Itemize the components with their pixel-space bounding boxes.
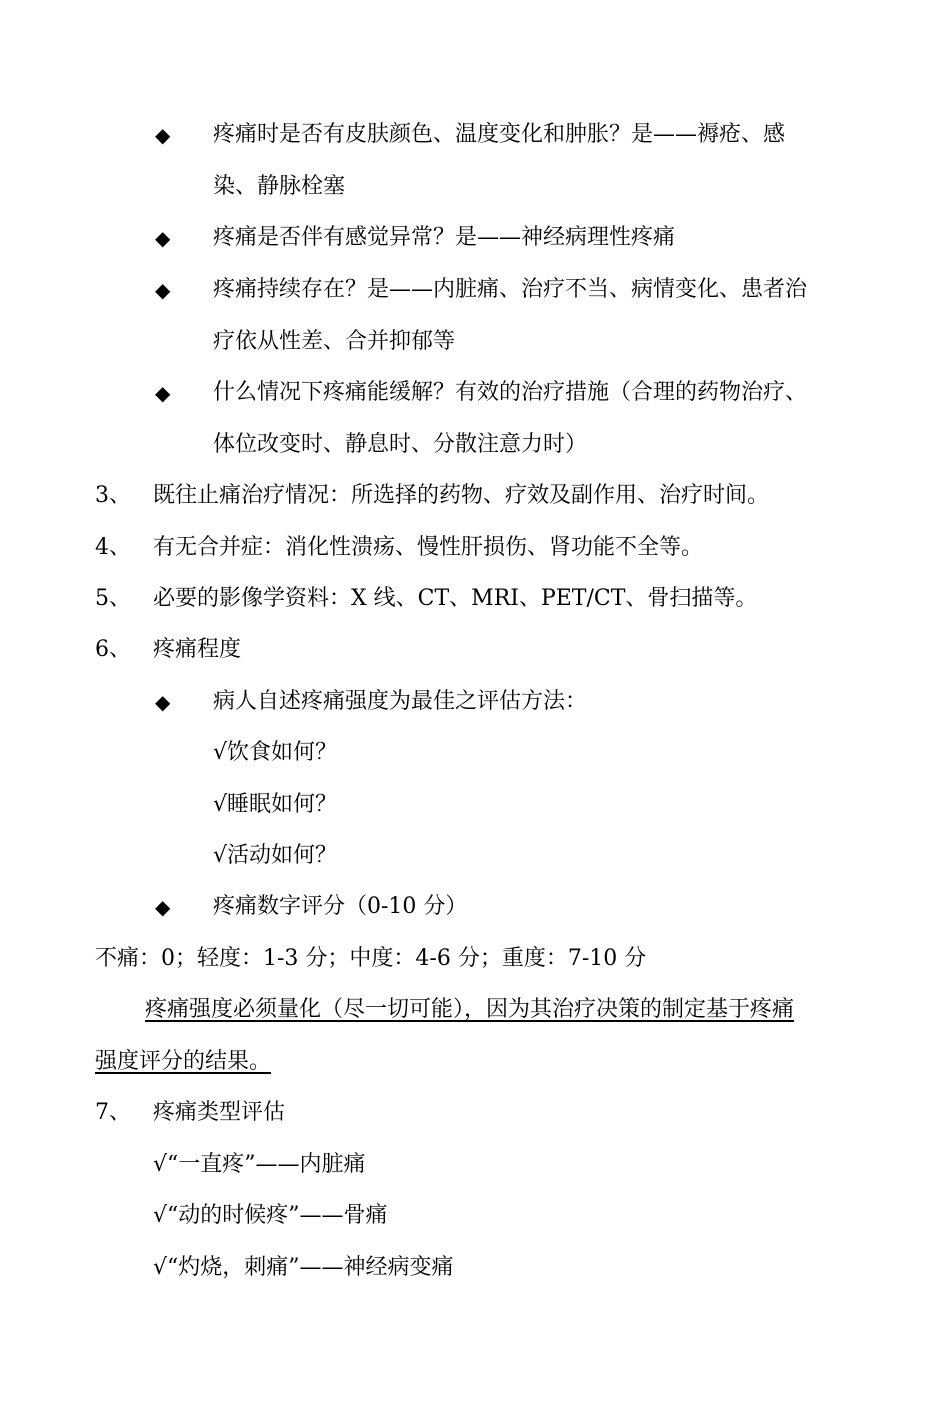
numbered-item-text: 必要的影像学资料：X 线、CT、MRI、PET/CT、骨扫描等。: [153, 586, 758, 611]
diamond-bullet-icon: ◆: [155, 690, 171, 714]
diamond-bullet-icon: ◆: [155, 895, 171, 919]
diamond-bullet-icon: ◆: [155, 123, 171, 147]
underlined-note: 疼痛强度必须量化（尽一切可能），因为其治疗决策的制定基于疼痛: [145, 997, 795, 1022]
pain-type-item: √“动的时候疼”——骨痛: [153, 1203, 388, 1228]
bullet-item-text: 什么情况下疼痛能缓解？有效的治疗措施（合理的药物治疗、: [213, 380, 808, 405]
check-item: √活动如何？: [213, 843, 338, 868]
check-item: √睡眠如何？: [213, 792, 338, 817]
bullet-item-text: 疼痛是否伴有感觉异常？是——神经病理性疼痛: [213, 225, 676, 250]
diamond-bullet-icon: ◆: [155, 381, 171, 405]
pain-scale-text: 不痛：0；轻度：1-3 分；中度：4-6 分；重度：7-10 分: [95, 946, 647, 971]
pain-type-item: √“灼烧，刺痛”——神经病变痛: [153, 1255, 454, 1280]
list-number: 6、: [95, 637, 131, 662]
list-number: 3、: [95, 483, 131, 508]
bullet-item-text-cont: 体位改变时、静息时、分散注意力时）: [213, 432, 588, 457]
pain-type-item: √“一直疼”——内脏痛: [153, 1152, 366, 1177]
bullet-item-text: 疼痛时是否有皮肤颜色、温度变化和肿胀？是——褥疮、感: [213, 122, 786, 147]
diamond-bullet-icon: ◆: [155, 278, 171, 302]
section-heading-pain-type: 疼痛类型评估: [153, 1100, 286, 1125]
bullet-item-text-cont: 染、静脉栓塞: [213, 174, 346, 199]
bullet-item-text-cont: 疗依从性差、合并抑郁等: [213, 329, 456, 354]
underlined-note-cont: 强度评分的结果。: [95, 1049, 272, 1074]
bullet-item-text: 疼痛持续存在？是——内脏痛、治疗不当、病情变化、患者治: [213, 277, 808, 302]
check-item: √饮食如何？: [213, 740, 338, 765]
list-number: 7、: [95, 1100, 131, 1125]
bullet-item-text: 疼痛数字评分（0-10 分）: [213, 894, 468, 919]
bullet-item-text: 病人自述疼痛强度为最佳之评估方法：: [213, 689, 588, 714]
numbered-item-text: 既往止痛治疗情况：所选择的药物、疗效及副作用、治疗时间。: [153, 483, 770, 508]
list-number: 5、: [95, 586, 131, 611]
list-number: 4、: [95, 535, 131, 560]
diamond-bullet-icon: ◆: [155, 226, 171, 250]
section-heading-pain-degree: 疼痛程度: [153, 637, 242, 662]
numbered-item-text: 有无合并症：消化性溃疡、慢性肝损伤、肾功能不全等。: [153, 535, 704, 560]
